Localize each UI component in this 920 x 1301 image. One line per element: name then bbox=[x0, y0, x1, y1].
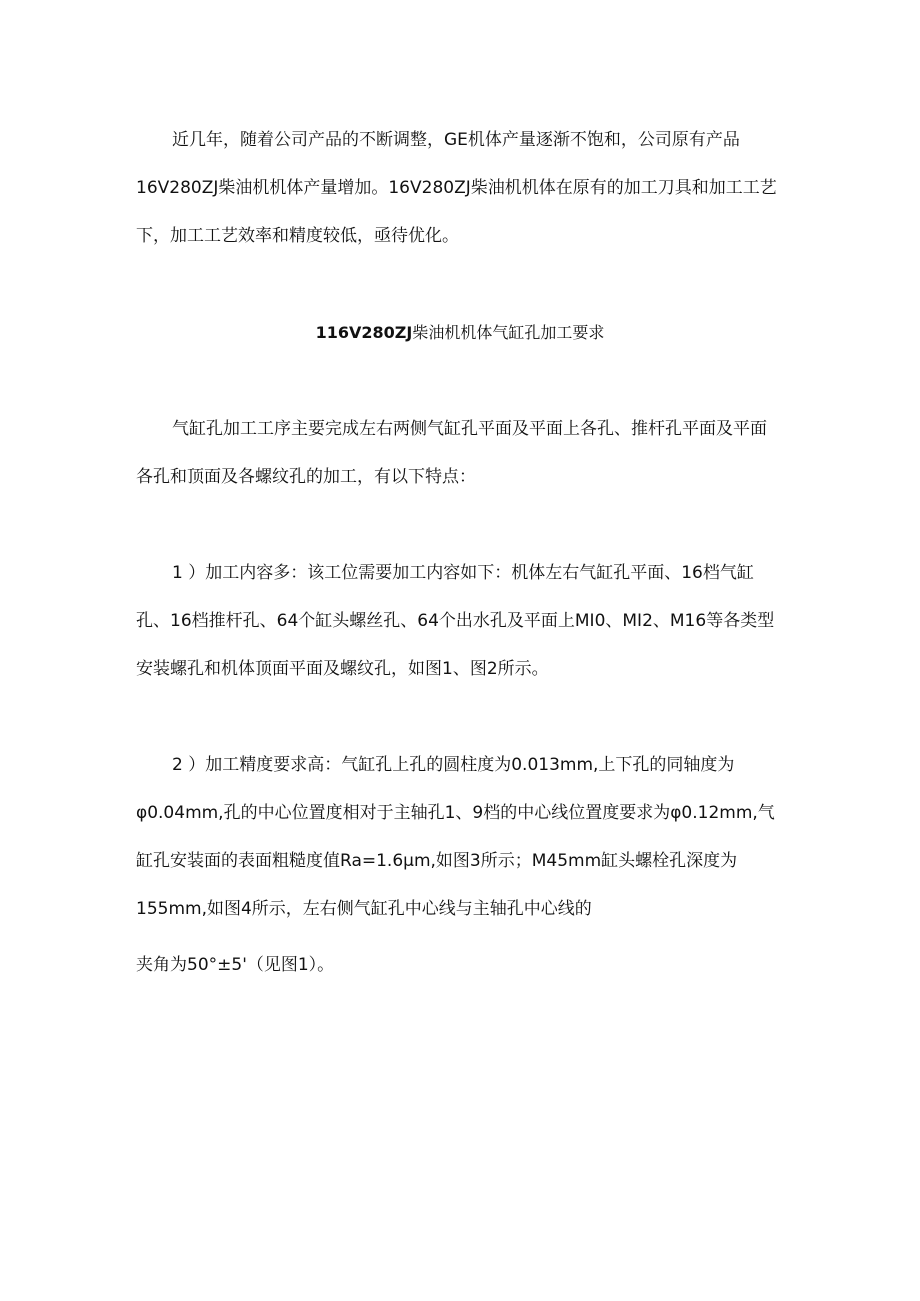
section-heading-number: 116V280ZJ bbox=[315, 323, 413, 342]
overview-line-2: 各孔和顶面及各螺纹孔的加工，有以下特点： bbox=[136, 467, 476, 487]
item2-line-2: φ0.04mm,孔的中心位置度相对于主轴孔1、9档的中心线位置度要求为φ0.12mm,气 bbox=[136, 803, 775, 823]
item2-line-4: 155mm,如图4所示，左右侧气缸孔中心线与主轴孔中心线的 bbox=[136, 899, 592, 919]
intro-line-3: 下，加工工艺效率和精度较低，亟待优化。 bbox=[136, 226, 459, 246]
intro-line-2: 16V280ZJ柴油机机体产量增加。16V280ZJ柴油机机体在原有的加工刀具和加工工艺 bbox=[136, 178, 777, 198]
section-heading-title: 柴油机机体气缸孔加工要求 bbox=[412, 323, 605, 342]
item2-line-5: 夹角为50°±5'（见图1）。 bbox=[136, 955, 335, 975]
item2-line-1: 2 ）加工精度要求高：气缸孔上孔的圆柱度为0.013mm,上下孔的同轴度为 bbox=[172, 755, 735, 775]
section-heading bbox=[0, 321, 920, 345]
item1-line-3: 安装螺孔和机体顶面平面及螺纹孔，如图1、图2所示。 bbox=[136, 659, 549, 679]
intro-line-1: 近几年，随着公司产品的不断调整，GE机体产量逐渐不饱和，公司原有产品 bbox=[172, 130, 740, 150]
item1-line-1: 1 ）加工内容多：该工位需要加工内容如下：机体左右气缸孔平面、16档气缸 bbox=[172, 563, 754, 583]
item1-line-2: 孔、16档推杆孔、64个缸头螺丝孔、64个出水孔及平面上MI0、MI2、M16等各类型 bbox=[136, 611, 775, 631]
overview-line-1: 气缸孔加工工序主要完成左右两侧气缸孔平面及平面上各孔、推杆孔平面及平面 bbox=[172, 419, 767, 439]
item2-line-3: 缸孔安装面的表面粗糙度值Ra=1.6μm,如图3所示；M45mm缸头螺栓孔深度为 bbox=[136, 851, 738, 871]
